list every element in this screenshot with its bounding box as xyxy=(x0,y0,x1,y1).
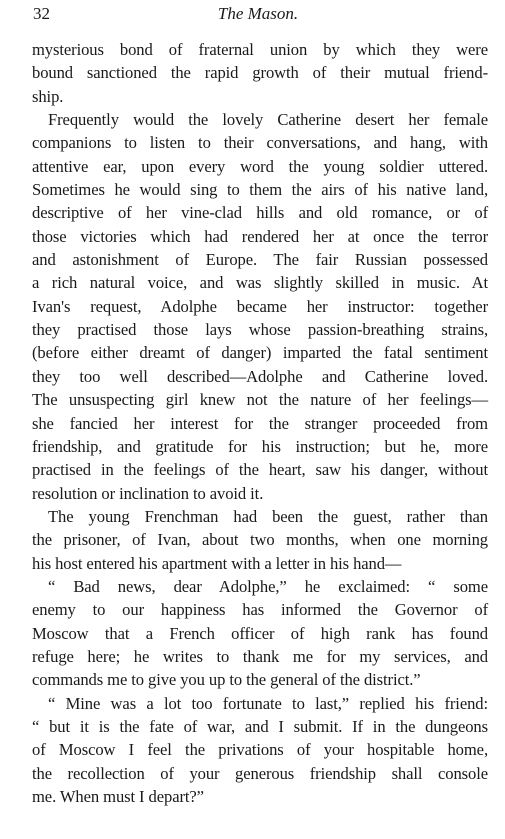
body-text xyxy=(32,38,488,808)
text-line: bound sanctioned the rapid growth of their mutual friend- xyxy=(32,63,488,83)
text-line: and astonishment of Europe. The fair Russian possessed xyxy=(32,250,488,270)
text-line: “ Bad news, dear Adolphe,” he exclaimed: “ some xyxy=(48,576,488,596)
text-line: commands me to give you up to the general of the district.” xyxy=(32,670,421,690)
text-line: Sometimes he would sing to them the airs of his native land, xyxy=(32,180,488,200)
text-line: companions to listen to their conversations, and hang, with xyxy=(32,133,488,153)
text-line: practised in the feelings of the heart, saw his danger, without xyxy=(32,460,488,480)
text-line: friendship, and gratitude for his instruction; but he, more xyxy=(32,436,488,456)
text-line: ship. xyxy=(32,86,64,106)
text-line: of Moscow I feel the privations of your hospitable home, xyxy=(32,740,488,760)
text-line: the prisoner, of Ivan, about two months, when one morning xyxy=(32,530,488,550)
text-line: they too well described—Adolphe and Catherine loved. xyxy=(32,366,488,386)
text-line: descriptive of her vine-clad hills and old romance, or of xyxy=(32,203,488,223)
text-line: me. When must I depart?” xyxy=(32,787,204,806)
text-line: his host entered his apartment with a letter in his hand— xyxy=(32,553,402,573)
running-title: The Mason. xyxy=(217,4,299,23)
text-line: The young Frenchman had been the guest, rather than xyxy=(48,506,488,526)
text-line: a rich natural voice, and was slightly skilled in music. At xyxy=(32,273,488,293)
text-line: The unsuspecting girl knew not the nature of her feelings— xyxy=(32,390,488,410)
text-line: Ivan's request, Adolphe became her instructor: together xyxy=(32,296,488,316)
text-line: enemy to our happiness has informed the Governor of xyxy=(32,600,488,620)
text-line: the recollection of your generous friendship shall console xyxy=(32,763,488,783)
paragraph xyxy=(32,38,488,108)
text-line: “ Mine was a lot too fortunate to last,” replied his friend: xyxy=(48,693,488,713)
text-line: mysterious bond of fraternal union by which they were xyxy=(32,40,488,59)
text-line: they practised those lays whose passion-breathing strains, xyxy=(32,320,488,340)
text-line: attentive ear, upon every word the young soldier uttered. xyxy=(32,156,488,176)
running-head xyxy=(33,3,483,27)
paragraph xyxy=(32,505,488,575)
text-line: she fancied her interest for the stranger proceeded from xyxy=(32,413,488,433)
text-line: (before either dreamt of danger) imparted the fatal sentiment xyxy=(32,343,488,363)
paragraph xyxy=(32,575,488,692)
text-line: “ but it is the fate of war, and I submit. If in the dungeons xyxy=(32,716,488,736)
paragraph xyxy=(32,692,488,809)
text-line: refuge here; he writes to thank me for my services, and xyxy=(32,646,488,666)
text-line: resolution or inclination to avoid it. xyxy=(32,483,264,503)
paragraph xyxy=(32,108,488,505)
text-line: Frequently would the lovely Catherine desert her female xyxy=(48,110,488,130)
text-line: Moscow that a French officer of high rank has found xyxy=(32,623,488,643)
text-line: those victories which had rendered her at once the terror xyxy=(32,226,488,246)
page-number: 32 xyxy=(33,4,50,23)
